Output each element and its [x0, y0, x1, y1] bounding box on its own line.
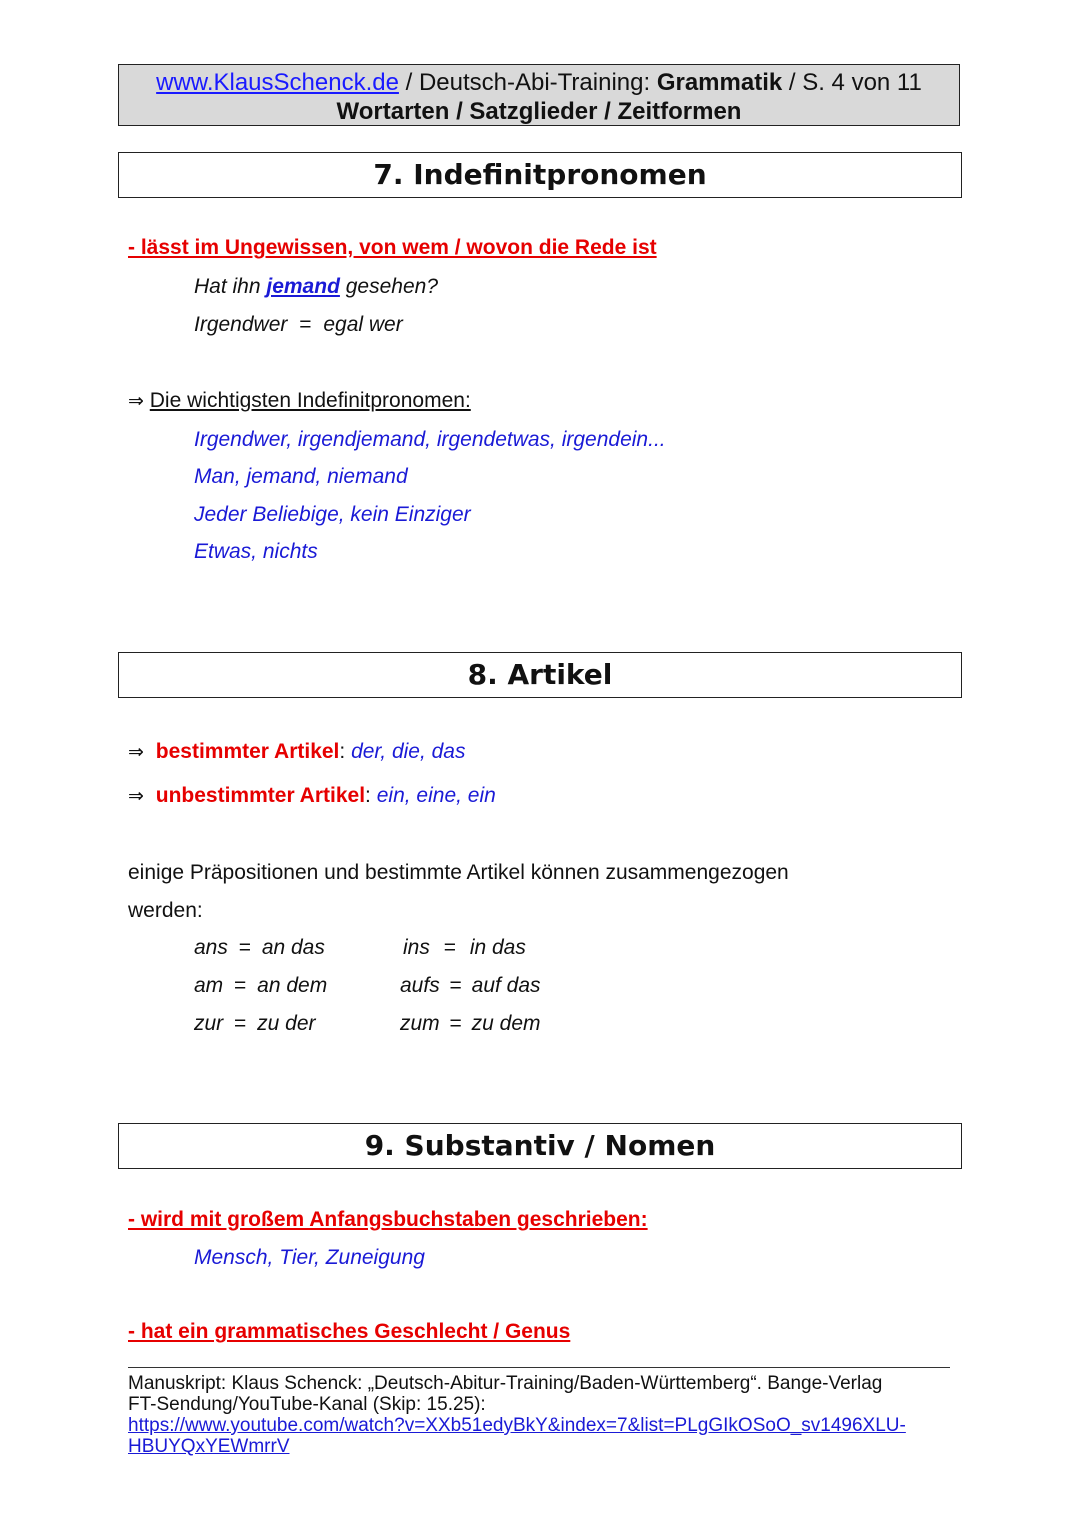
footer-broadcast: FT-Sendung/YouTube-Kanal (Skip: 15.25): — [128, 1394, 486, 1415]
arrow-icon: ⇒ — [128, 390, 144, 412]
contraction-long: zu der — [257, 1012, 316, 1035]
contraction-item — [194, 974, 327, 998]
header-line-1 — [119, 68, 959, 97]
contraction-item — [403, 936, 526, 960]
example-text: gesehen? — [339, 275, 438, 298]
section-7-example-1 — [194, 275, 438, 299]
example-meaning: egal wer — [323, 313, 403, 336]
section-8-title: 8. Artikel — [118, 652, 962, 698]
section-9-examples: Mensch, Tier, Zuneigung — [194, 1246, 425, 1269]
equals-sign: = — [449, 974, 462, 997]
indefinite-article-values: ein, eine, ein — [376, 784, 496, 807]
youtube-link-continued[interactable]: HBUYQxYEWmrrV — [128, 1436, 290, 1457]
arrow-icon: ⇒ — [128, 741, 144, 763]
colon: : — [365, 784, 371, 807]
page-footer — [128, 1373, 958, 1457]
section-7-example-2 — [194, 313, 403, 337]
equals-sign: = — [234, 1012, 247, 1035]
equals-sign: = — [443, 936, 456, 959]
contraction-long: an dem — [257, 974, 328, 997]
contraction-short: ins — [403, 936, 430, 959]
header-subtitle: Wortarten / Satzglieder / Zeitformen — [336, 98, 742, 125]
contraction-long: an das — [261, 936, 325, 959]
contraction-short: am — [194, 974, 224, 997]
header-page-number: / S. 4 von 11 — [782, 69, 922, 96]
contraction-long: zu dem — [471, 1012, 541, 1035]
contraction-item — [194, 1012, 316, 1036]
list-heading-text: Die wichtigsten Indefinitpronomen: — [149, 389, 471, 412]
equals-sign: = — [238, 936, 251, 959]
section-9-rule-1: - wird mit großem Anfangsbuchstaben geschrieben: — [128, 1208, 648, 1231]
contraction-item — [194, 936, 325, 960]
youtube-link[interactable]: https://www.youtube.com/watch?v=XXb51edyBkY&index=7&list=PLgGIkOSoO_sv1496XLU- — [128, 1415, 906, 1436]
contraction-long: in das — [469, 936, 526, 959]
section-9-title: 9. Substantiv / Nomen — [118, 1123, 962, 1169]
list-item: Jeder Beliebige, kein Einziger — [194, 503, 471, 526]
footer-link-line — [128, 1415, 958, 1436]
indefinite-article-line — [128, 784, 496, 808]
definite-article-label: bestimmter Artikel — [155, 740, 340, 763]
footer-manuscript: Manuskript: Klaus Schenck: „Deutsch-Abitur-Training/Baden-Württemberg“. Bange-Verlag — [128, 1373, 883, 1394]
list-item: Irgendwer, irgendjemand, irgendetwas, irgendein... — [194, 428, 666, 451]
list-item: Etwas, nichts — [194, 540, 318, 563]
equals-sign: = — [234, 974, 247, 997]
definite-article-line — [128, 740, 466, 764]
header-topic: Grammatik — [656, 69, 783, 96]
indefinite-article-label: unbestimmter Artikel — [155, 784, 366, 807]
colon: : — [339, 740, 346, 763]
page-header — [118, 64, 960, 126]
contraction-paragraph-line-1: einige Präpositionen und bestimmte Artikel können zusammengezogen — [128, 861, 789, 884]
equals-sign: = — [299, 313, 312, 336]
example-text: Hat ihn — [194, 275, 267, 298]
site-link[interactable]: www.KlausSchenck.de — [156, 69, 399, 96]
section-7-title: 7. Indefinitpronomen — [118, 152, 962, 198]
section-7-rule: - lässt im Ungewissen, von wem / wovon die Rede ist — [128, 236, 657, 259]
equals-sign: = — [449, 1012, 462, 1035]
contraction-item — [400, 1012, 541, 1036]
contraction-long: auf das — [471, 974, 541, 997]
definite-article-values: der, die, das — [351, 740, 466, 763]
section-7-list-heading — [128, 389, 471, 413]
contraction-short: ans — [194, 936, 228, 959]
contraction-paragraph-line-2: werden: — [128, 899, 203, 922]
contraction-item — [400, 974, 541, 998]
highlighted-word: jemand — [266, 275, 340, 298]
example-term: Irgendwer — [194, 313, 288, 336]
header-course: / Deutsch-Abi-Training: — [398, 69, 657, 96]
arrow-icon: ⇒ — [128, 785, 144, 807]
list-item: Man, jemand, niemand — [194, 465, 408, 488]
footer-link-line — [128, 1436, 958, 1457]
contraction-short: aufs — [400, 974, 440, 997]
footer-divider — [128, 1367, 950, 1368]
contraction-short: zum — [400, 1012, 440, 1035]
contraction-short: zur — [194, 1012, 224, 1035]
section-9-rule-2: - hat ein grammatisches Geschlecht / Genus — [128, 1320, 571, 1343]
